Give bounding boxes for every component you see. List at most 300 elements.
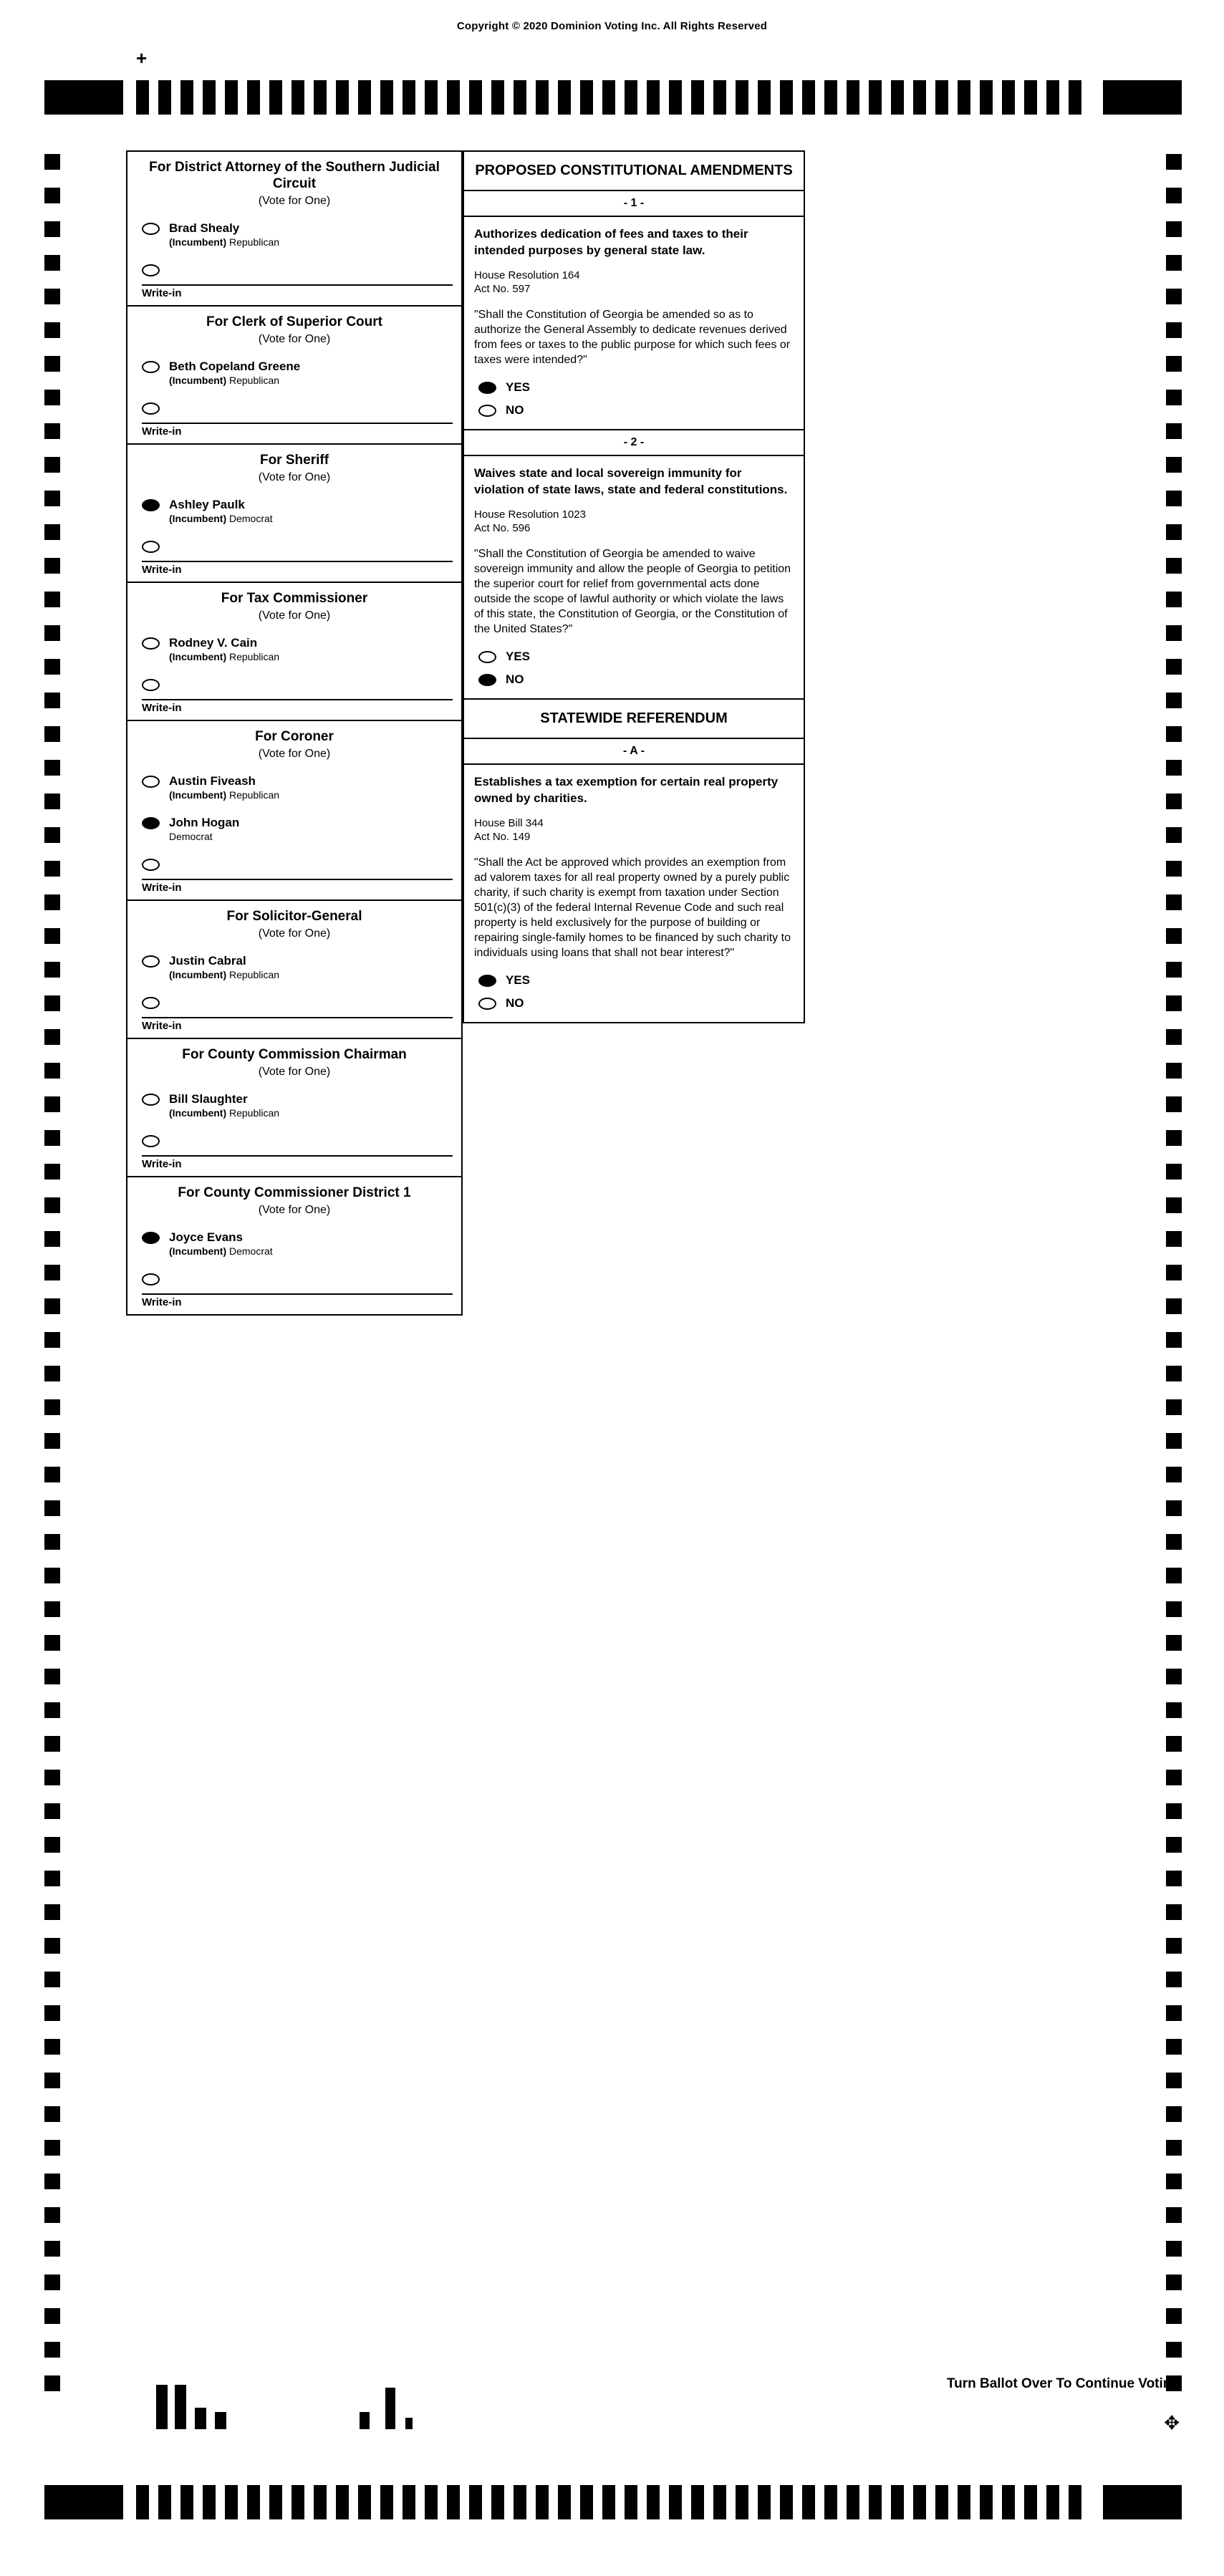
party-label: Republican — [229, 236, 280, 248]
vote-oval[interactable] — [142, 1273, 160, 1285]
candidate-name: Bill Slaughter — [169, 1092, 248, 1106]
candidate-party — [169, 1107, 454, 1119]
timing-mark — [44, 524, 60, 540]
timing-mark — [1024, 2485, 1037, 2519]
timing-mark — [44, 255, 60, 271]
timing-mark — [1166, 1029, 1182, 1045]
timing-mark — [44, 491, 60, 506]
timing-mark — [44, 1433, 60, 1449]
measure-body — [464, 765, 804, 965]
measure-citation-line: House Resolution 1023 — [474, 508, 586, 521]
timing-mark — [824, 80, 837, 115]
timing-mark — [247, 80, 260, 115]
measure-citation — [474, 508, 794, 535]
incumbent-label: (Incumbent) — [169, 789, 229, 801]
timing-mark — [203, 2485, 216, 2519]
vote-oval[interactable] — [478, 651, 496, 663]
timing-mark — [44, 1736, 60, 1752]
timing-mark — [44, 1702, 60, 1718]
incumbent-label: (Incumbent) — [169, 1107, 229, 1119]
timing-mark — [136, 80, 149, 115]
timing-mark — [1166, 1568, 1182, 1583]
candidate-name: Joyce Evans — [169, 1230, 244, 1244]
write-in-line[interactable] — [142, 1137, 453, 1157]
measure-body — [464, 217, 804, 372]
candidate-name: Ashley Paulk — [169, 498, 245, 511]
timing-mark — [44, 928, 60, 944]
timing-mark — [780, 80, 793, 115]
timing-mark — [44, 1500, 60, 1516]
timing-mark — [44, 2073, 60, 2088]
write-in-line[interactable] — [142, 998, 453, 1018]
timing-mark — [1166, 2039, 1182, 2055]
timing-mark — [203, 80, 216, 115]
timing-mark — [625, 80, 637, 115]
timing-mark — [802, 2485, 815, 2519]
timing-mark — [44, 1130, 60, 1146]
timing-mark — [1166, 558, 1182, 574]
vote-oval[interactable] — [142, 499, 160, 511]
measure-summary: Establishes a tax exemption for certain real property owned by charities. — [474, 775, 779, 805]
timing-mark — [380, 80, 393, 115]
vote-oval[interactable] — [142, 223, 160, 235]
timing-mark — [602, 2485, 615, 2519]
timing-mark — [44, 2174, 60, 2189]
incumbent-label: (Incumbent) — [169, 236, 229, 248]
timing-mark — [44, 558, 60, 574]
timing-mark — [1166, 2241, 1182, 2257]
vote-oval[interactable] — [142, 776, 160, 788]
timing-mark — [1002, 2485, 1015, 2519]
timing-mark — [44, 1029, 60, 1045]
timing-mark — [1166, 1871, 1182, 1886]
timing-mark — [1166, 524, 1182, 540]
candidate-option[interactable] — [127, 629, 461, 670]
timing-mark — [44, 1938, 60, 1954]
timing-mark — [1002, 80, 1015, 115]
timing-mark — [44, 1197, 60, 1213]
timing-mark — [44, 693, 60, 708]
contest-header — [127, 445, 461, 491]
candidate-option[interactable] — [127, 767, 461, 809]
measure-option[interactable] — [464, 399, 804, 422]
timing-mark — [44, 1803, 60, 1819]
timing-mark — [669, 2485, 682, 2519]
timing-mark — [1069, 80, 1081, 115]
timing-mark — [980, 80, 993, 115]
timing-mark — [1166, 1399, 1182, 1415]
timing-mark — [44, 2039, 60, 2055]
vote-for-instruction: (Vote for One) — [258, 195, 331, 207]
timing-mark — [44, 2342, 60, 2358]
timing-mark — [980, 2485, 993, 2519]
contest-title: For County Commission Chairman — [182, 1047, 407, 1062]
contest — [127, 152, 461, 307]
timing-mark — [1166, 1938, 1182, 1954]
candidate-party — [169, 831, 454, 843]
party-label: Democrat — [229, 513, 273, 524]
timing-mark — [647, 80, 660, 115]
measure-body — [464, 456, 804, 641]
timing-mark — [44, 2308, 60, 2324]
measure-question: "Shall the Constitution of Georgia be amended to waive sovereign immunity and allow the people of Georgia to petition the superior court for relief from governmental acts done outside the scope of lawful authority or which violate the laws of this state, the Constitution of Georgia, or the Constitution of the United States?" — [474, 548, 791, 635]
ballot-code-mark — [195, 2408, 206, 2429]
write-in-line[interactable] — [142, 860, 453, 880]
timing-mark — [1166, 827, 1182, 843]
measure-option[interactable] — [464, 668, 804, 691]
timing-mark — [580, 80, 593, 115]
timing-mark — [558, 2485, 571, 2519]
timing-mark — [536, 80, 549, 115]
timing-mark — [269, 80, 282, 115]
ballot-code-mark — [156, 2385, 168, 2429]
contest-header — [127, 1039, 461, 1085]
timing-mark — [1166, 1366, 1182, 1381]
vote-oval[interactable] — [478, 382, 496, 394]
candidate-name: Brad Shealy — [169, 221, 240, 235]
measure-option[interactable] — [464, 645, 804, 668]
timing-mark — [44, 894, 60, 910]
vote-oval[interactable] — [478, 998, 496, 1010]
contest-title: For Sheriff — [259, 453, 329, 468]
write-in-option[interactable] — [127, 670, 461, 720]
measure-number: - 1 - — [464, 191, 804, 217]
write-in-line[interactable] — [142, 404, 453, 424]
timing-mark — [336, 2485, 349, 2519]
timing-mark — [713, 80, 726, 115]
timing-mark — [935, 2485, 948, 2519]
timing-mark-row-top — [136, 80, 1089, 115]
timing-mark — [1166, 1803, 1182, 1819]
timing-mark — [44, 962, 60, 978]
candidate-party — [169, 969, 454, 981]
write-in-option[interactable] — [127, 988, 461, 1038]
measure-option[interactable] — [464, 376, 804, 399]
candidate-party — [169, 1245, 454, 1258]
incumbent-label: (Incumbent) — [169, 1245, 229, 1257]
vote-oval[interactable] — [142, 1135, 160, 1147]
candidate-name: Rodney V. Cain — [169, 636, 258, 650]
timing-mark — [291, 80, 304, 115]
vote-oval[interactable] — [142, 1094, 160, 1106]
measure-citation — [474, 269, 794, 296]
timing-mark — [44, 1366, 60, 1381]
timing-mark — [1166, 491, 1182, 506]
timing-mark — [536, 2485, 549, 2519]
timing-mark — [1166, 1197, 1182, 1213]
timing-mark — [1166, 1231, 1182, 1247]
candidate-party — [169, 375, 454, 387]
vote-oval[interactable] — [142, 637, 160, 650]
timing-mark — [247, 2485, 260, 2519]
candidate-name: John Hogan — [169, 816, 240, 829]
timing-mark — [1166, 390, 1182, 405]
timing-mark — [447, 2485, 460, 2519]
timing-mark — [1166, 1972, 1182, 1987]
incumbent-label: (Incumbent) — [169, 513, 229, 524]
timing-mark — [44, 2207, 60, 2223]
timing-mark — [469, 80, 482, 115]
timing-mark — [958, 80, 970, 115]
timing-mark — [1166, 2174, 1182, 2189]
timing-mark — [44, 827, 60, 843]
timing-mark — [758, 2485, 771, 2519]
registration-plus-mark: + — [136, 47, 148, 69]
timing-mark — [1166, 592, 1182, 607]
measure-option-label: YES — [506, 380, 531, 394]
vote-oval[interactable] — [142, 679, 160, 691]
timing-mark — [403, 2485, 415, 2519]
candidate-option[interactable] — [127, 491, 461, 532]
timing-mark — [1166, 1467, 1182, 1482]
write-in-line[interactable] — [142, 1275, 453, 1295]
timing-mark — [44, 1601, 60, 1617]
timing-mark — [403, 80, 415, 115]
timing-mark — [1166, 2106, 1182, 2122]
timing-mark — [1024, 80, 1037, 115]
write-in-line[interactable] — [142, 266, 453, 286]
timing-mark — [1166, 423, 1182, 439]
timing-mark — [713, 2485, 726, 2519]
timing-mark — [1166, 2342, 1182, 2358]
timing-mark — [1166, 2005, 1182, 2021]
measure-option[interactable] — [464, 969, 804, 992]
vote-for-instruction: (Vote for One) — [258, 471, 331, 483]
vote-oval[interactable] — [142, 541, 160, 553]
measure-question: "Shall the Constitution of Georgia be amended so as to authorize the General Assembly to dedicate revenues derived from fees or taxes to the public purpose for which such fees or taxes were intended?" — [474, 309, 791, 366]
timing-mark — [44, 1467, 60, 1482]
timing-mark — [869, 2485, 882, 2519]
timing-mark — [758, 80, 771, 115]
measure-option[interactable] — [464, 992, 804, 1015]
write-in-line[interactable] — [142, 680, 453, 700]
timing-mark — [1046, 80, 1059, 115]
contest-header — [127, 1177, 461, 1223]
timing-mark — [491, 80, 504, 115]
timing-mark — [44, 793, 60, 809]
vote-oval[interactable] — [142, 955, 160, 968]
measure-number: - 2 - — [464, 430, 804, 456]
write-in-option[interactable] — [127, 850, 461, 899]
measure-option-label: YES — [506, 650, 531, 663]
candidate-option[interactable] — [127, 1085, 461, 1127]
ballot-code-mark — [405, 2418, 413, 2429]
timing-mark — [44, 1568, 60, 1583]
timing-mark — [44, 2375, 60, 2391]
measure-summary: Authorizes dedication of fees and taxes to their intended purposes by general state law. — [474, 227, 748, 257]
ballot-measure — [464, 739, 804, 1022]
contest — [127, 1039, 461, 1177]
candidate-party — [169, 513, 454, 525]
timing-mark — [358, 2485, 371, 2519]
timing-mark — [291, 2485, 304, 2519]
timing-mark — [44, 390, 60, 405]
timing-mark — [1166, 154, 1182, 170]
vote-oval[interactable] — [142, 817, 160, 829]
candidate-option[interactable] — [127, 352, 461, 394]
timing-mark — [44, 1399, 60, 1415]
timing-mark — [44, 356, 60, 372]
contest-title: For Tax Commissioner — [221, 591, 368, 606]
timing-mark — [1166, 2207, 1182, 2223]
timing-mark-block-bottom-right — [1103, 2485, 1182, 2519]
measure-option-label: NO — [506, 403, 524, 417]
vote-oval[interactable] — [142, 361, 160, 373]
write-in-option[interactable] — [127, 1265, 461, 1314]
write-in-option[interactable] — [127, 256, 461, 305]
timing-mark — [736, 2485, 748, 2519]
timing-mark — [44, 1332, 60, 1348]
candidate-option[interactable] — [127, 809, 461, 850]
timing-mark — [44, 1096, 60, 1112]
timing-mark — [180, 2485, 193, 2519]
timing-mark — [1046, 2485, 1059, 2519]
timing-mark — [158, 80, 171, 115]
contest — [127, 721, 461, 901]
vote-oval[interactable] — [142, 264, 160, 276]
timing-mark — [44, 1534, 60, 1550]
timing-mark — [1166, 1635, 1182, 1651]
timing-mark — [1166, 659, 1182, 675]
measure-summary: Waives state and local sovereign immunity for violation of state laws, state and federal constitutions. — [474, 466, 788, 496]
timing-mark — [913, 2485, 926, 2519]
timing-mark — [314, 2485, 327, 2519]
timing-mark — [1166, 760, 1182, 776]
vote-oval[interactable] — [478, 674, 496, 686]
timing-mark — [425, 80, 438, 115]
ballot-code-mark — [215, 2412, 226, 2429]
timing-mark — [1166, 1298, 1182, 1314]
timing-mark — [44, 221, 60, 237]
party-label: Republican — [229, 789, 280, 801]
timing-mark — [847, 2485, 859, 2519]
ballot-code-mark — [360, 2412, 370, 2429]
timing-mark — [269, 2485, 282, 2519]
vote-for-instruction: (Vote for One) — [258, 609, 331, 622]
contest-title: For Solicitor-General — [226, 909, 362, 924]
timing-mark — [44, 423, 60, 439]
candidate-option[interactable] — [127, 947, 461, 988]
timing-mark — [1166, 221, 1182, 237]
timing-mark-block-top-right — [1103, 80, 1182, 115]
timing-mark — [1166, 1433, 1182, 1449]
vote-for-instruction: (Vote for One) — [258, 1204, 331, 1216]
incumbent-label: (Incumbent) — [169, 651, 229, 662]
timing-mark — [1166, 1164, 1182, 1180]
contest — [127, 901, 461, 1039]
write-in-label: Write-in — [142, 882, 182, 894]
timing-mark — [891, 2485, 904, 2519]
timing-mark — [44, 2140, 60, 2156]
vote-oval[interactable] — [142, 402, 160, 415]
vote-oval[interactable] — [142, 859, 160, 871]
timing-mark — [1166, 1601, 1182, 1617]
contest-title: For County Commissioner District 1 — [178, 1185, 411, 1200]
timing-mark — [1166, 1702, 1182, 1718]
timing-mark — [691, 80, 704, 115]
contest — [127, 1177, 461, 1314]
contest — [127, 583, 461, 721]
timing-mark-column-left — [44, 154, 60, 2438]
timing-mark — [1166, 457, 1182, 473]
timing-mark — [225, 80, 238, 115]
write-in-label: Write-in — [142, 1158, 182, 1170]
vote-oval[interactable] — [142, 997, 160, 1009]
timing-mark — [44, 1837, 60, 1853]
party-label: Democrat — [169, 831, 213, 842]
vote-oval[interactable] — [142, 1232, 160, 1244]
timing-mark-block-top-left — [44, 80, 123, 115]
timing-mark — [336, 80, 349, 115]
timing-mark — [1166, 322, 1182, 338]
timing-mark — [44, 457, 60, 473]
party-label: Republican — [229, 1107, 280, 1119]
timing-mark — [44, 289, 60, 304]
timing-mark — [1166, 625, 1182, 641]
ballot-measures-column — [463, 150, 805, 1023]
contest-header — [127, 583, 461, 629]
write-in-option[interactable] — [127, 394, 461, 443]
candidate-party — [169, 651, 454, 663]
candidate-name: Justin Cabral — [169, 954, 246, 968]
timing-mark — [380, 2485, 393, 2519]
timing-mark — [447, 80, 460, 115]
candidate-option[interactable] — [127, 214, 461, 256]
timing-mark — [44, 2274, 60, 2290]
measure-number: - A - — [464, 739, 804, 765]
timing-mark — [780, 2485, 793, 2519]
timing-mark — [1166, 2073, 1182, 2088]
timing-mark — [1166, 693, 1182, 708]
candidate-option[interactable] — [127, 1223, 461, 1265]
party-label: Democrat — [229, 1245, 273, 1257]
timing-mark — [869, 80, 882, 115]
timing-mark — [1166, 726, 1182, 742]
copyright-notice: Copyright © 2020 Dominion Voting Inc. All Rights Reserved — [456, 20, 768, 32]
timing-mark — [647, 2485, 660, 2519]
write-in-option[interactable] — [127, 1127, 461, 1176]
timing-mark — [1166, 1130, 1182, 1146]
contest-header — [127, 901, 461, 947]
party-label: Republican — [229, 651, 280, 662]
timing-mark — [1166, 1534, 1182, 1550]
timing-mark — [314, 80, 327, 115]
timing-mark — [44, 2005, 60, 2021]
timing-mark — [44, 726, 60, 742]
timing-mark-column-right — [1166, 154, 1182, 2438]
contest-header — [127, 721, 461, 767]
contest-title: For Clerk of Superior Court — [206, 314, 382, 329]
write-in-label: Write-in — [142, 702, 182, 714]
contest — [127, 445, 461, 583]
timing-mark — [469, 2485, 482, 2519]
timing-mark — [514, 80, 526, 115]
write-in-line[interactable] — [142, 542, 453, 562]
vote-oval[interactable] — [478, 975, 496, 987]
contest-header — [127, 152, 461, 214]
measure-citation-line: House Resolution 164 — [474, 269, 580, 281]
timing-mark — [1166, 1837, 1182, 1853]
timing-mark — [1166, 1500, 1182, 1516]
timing-mark — [1166, 1063, 1182, 1079]
measure-option-label: NO — [506, 672, 524, 686]
write-in-label: Write-in — [142, 1296, 182, 1308]
write-in-option[interactable] — [127, 532, 461, 582]
timing-mark — [847, 80, 859, 115]
measure-question: "Shall the Act be approved which provides an exemption from ad valorem taxes for all real property owned by a purely public charity, if such charity is exempt from taxation under Section 501(c)(3) of the federal Internal Revenue Code and such real property is held exclusively for the purpose of building or repairing single-family homes to be financed by such charity to individuals using loans that shall not bear interest?" — [474, 857, 791, 959]
vote-oval[interactable] — [478, 405, 496, 417]
timing-mark — [1166, 1736, 1182, 1752]
